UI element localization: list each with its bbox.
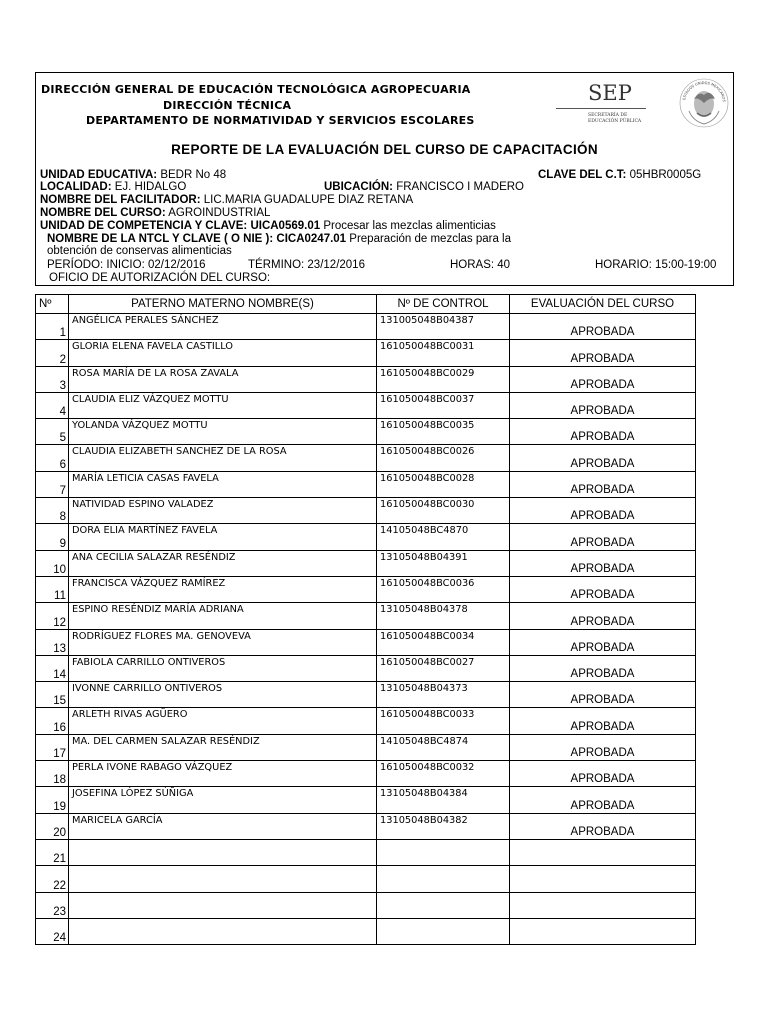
evaluation-result [510, 839, 696, 865]
evaluation-result: APROBADA [510, 603, 696, 629]
student-name [69, 839, 377, 865]
row-number: 5 [36, 419, 69, 445]
header-line-1: DIRECCIÓN GENERAL DE EDUCACIÓN TECNOLÓGICA AGROPECUARIA [41, 83, 471, 96]
row-number: 7 [36, 471, 69, 497]
student-name: ANA CECILIA SALAZAR RESÉNDIZ [69, 550, 377, 576]
control-number: 13105048B04391 [377, 550, 510, 576]
control-number: 161050048BC0032 [377, 761, 510, 787]
student-name: MA. DEL CARMEN SALAZAR RESÉNDIZ [69, 734, 377, 760]
student-name: MARICELA GARCÍA [69, 813, 377, 839]
control-number: 161050048BC0035 [377, 419, 510, 445]
control-number: 14105048BC4870 [377, 524, 510, 550]
facilitador: NOMBRE DEL FACILITADOR: LIC.MARIA GUADALUPE DIAZ RETANA [40, 194, 414, 206]
evaluation-result: APROBADA [510, 524, 696, 550]
row-number: 21 [36, 839, 69, 865]
student-name: FABIOLA CARRILLO ONTIVEROS [69, 655, 377, 681]
evaluation-result: APROBADA [510, 787, 696, 813]
header-line-3: DEPARTAMENTO DE NORMATIVIDAD Y SERVICIOS ESCOLARES [86, 114, 475, 127]
table-row [36, 392, 696, 418]
evaluation-result [510, 866, 696, 892]
row-number: 20 [36, 813, 69, 839]
student-name: PERLA IVONE RABAGO VÁZQUEZ [69, 761, 377, 787]
evaluation-result: APROBADA [510, 392, 696, 418]
control-number: 161050048BC0037 [377, 392, 510, 418]
evaluation-result: APROBADA [510, 761, 696, 787]
control-number: 13105048B04382 [377, 813, 510, 839]
control-number: 161050048BC0030 [377, 498, 510, 524]
col-control-header: Nº DE CONTROL [377, 295, 510, 314]
student-name: DORA ELIA MARTÍNEZ FAVELA [69, 524, 377, 550]
student-name: CLAUDIA ELIZABETH SANCHEZ DE LA ROSA [69, 445, 377, 471]
student-name: MARÍA LETICIA CASAS FAVELA [69, 471, 377, 497]
evaluation-result: APROBADA [510, 629, 696, 655]
table-row [36, 314, 696, 340]
table-row [36, 708, 696, 734]
col-name-header: PATERNO MATERNO NOMBRE(S) [69, 295, 377, 314]
oficio-autorizacion: OFICIO DE AUTORIZACIÓN DEL CURSO: [49, 272, 271, 284]
control-number: 161050048BC0034 [377, 629, 510, 655]
table-row [36, 629, 696, 655]
control-number [377, 866, 510, 892]
seal-text: ESTADOS UNIDOS MEXICANOS [682, 80, 726, 103]
control-number: 161050048BC0033 [377, 708, 510, 734]
student-name [69, 866, 377, 892]
localidad: LOCALIDAD: EJ. HIDALGO [40, 181, 187, 193]
control-number: 161050048BC0029 [377, 366, 510, 392]
student-name: RODRÍGUEZ FLORES MA. GENOVEVA [69, 629, 377, 655]
table-row [36, 471, 696, 497]
student-name: IVONNE CARRILLO ONTIVEROS [69, 682, 377, 708]
control-number: 161050048BC0028 [377, 471, 510, 497]
row-number: 24 [36, 918, 69, 944]
evaluation-result: APROBADA [510, 708, 696, 734]
student-name: CLAUDIA ELIZ VÁZQUEZ MOTTU [69, 392, 377, 418]
table-row [36, 787, 696, 813]
nombre-curso: NOMBRE DEL CURSO: AGROINDUSTRIAL [40, 207, 271, 219]
student-name: ARLETH RIVAS AGÜERO [69, 708, 377, 734]
row-number: 14 [36, 655, 69, 681]
row-number: 2 [36, 340, 69, 366]
table-row [36, 366, 696, 392]
horas: HORAS: 40 [450, 259, 511, 271]
table-row [36, 603, 696, 629]
evaluation-table [35, 294, 696, 945]
control-number [377, 839, 510, 865]
report-header [35, 72, 734, 286]
table-row [36, 866, 696, 892]
table-row [36, 524, 696, 550]
table-row [36, 340, 696, 366]
sep-logo-rule [556, 108, 646, 109]
control-number: 161050048BC0036 [377, 576, 510, 602]
row-number: 17 [36, 734, 69, 760]
table-row [36, 419, 696, 445]
row-number: 13 [36, 629, 69, 655]
evaluation-result: APROBADA [510, 366, 696, 392]
evaluation-result [510, 918, 696, 944]
control-number: 13105048B04378 [377, 603, 510, 629]
row-number: 12 [36, 603, 69, 629]
student-name [69, 892, 377, 918]
row-number: 23 [36, 892, 69, 918]
row-number: 8 [36, 498, 69, 524]
row-number: 4 [36, 392, 69, 418]
control-number: 161050048BC0027 [377, 655, 510, 681]
student-name [69, 918, 377, 944]
evaluation-result: APROBADA [510, 314, 696, 340]
student-name: YOLANDA VÁZQUEZ MOTTU [69, 419, 377, 445]
evaluation-result: APROBADA [510, 471, 696, 497]
evaluation-result [510, 892, 696, 918]
sep-logo-text: SEP [588, 81, 632, 105]
table-row [36, 918, 696, 944]
table-row [36, 498, 696, 524]
table-header-row [36, 295, 696, 314]
evaluation-result: APROBADA [510, 550, 696, 576]
header-line-2: DIRECCIÓN TÉCNICA [163, 99, 292, 112]
row-number: 19 [36, 787, 69, 813]
evaluation-result: APROBADA [510, 655, 696, 681]
unidad-competencia: UNIDAD DE COMPETENCIA Y CLAVE: UICA0569.01 Procesar las mezclas alimenticias [40, 220, 496, 232]
ubicacion: UBICACIÓN: FRANCISCO I MADERO [324, 181, 524, 193]
mexico-seal [677, 73, 731, 129]
table-row [36, 892, 696, 918]
row-number: 18 [36, 761, 69, 787]
evaluation-result: APROBADA [510, 419, 696, 445]
table-row [36, 655, 696, 681]
student-name: GLORIA ELENA FAVELA CASTILLO [69, 340, 377, 366]
report-title: REPORTE DE LA EVALUACIÓN DEL CURSO DE CAPACITACIÓN [171, 142, 598, 157]
row-number: 3 [36, 366, 69, 392]
periodo-termino: TÉRMINO: 23/12/2016 [248, 259, 365, 271]
evaluation-result: APROBADA [510, 813, 696, 839]
row-number: 6 [36, 445, 69, 471]
sep-logo [556, 81, 651, 131]
ntcl: NOMBRE DE LA NTCL Y CLAVE ( O NIE ): CICA0247.01 Preparación de mezclas para la [47, 233, 512, 245]
row-number: 15 [36, 682, 69, 708]
evaluation-result: APROBADA [510, 734, 696, 760]
table-row [36, 734, 696, 760]
row-number: 10 [36, 550, 69, 576]
control-number: 14105048BC4874 [377, 734, 510, 760]
control-number: 13105048B04384 [377, 787, 510, 813]
evaluation-result: APROBADA [510, 576, 696, 602]
sep-logo-sub2: EDUCACIÓN PÚBLICA [588, 119, 642, 124]
row-number: 9 [36, 524, 69, 550]
student-name: ROSA MARÍA DE LA ROSA ZAVALA [69, 366, 377, 392]
student-name: FRANCISCA VÁZQUEZ RAMÍREZ [69, 576, 377, 602]
control-number: 161050048BC0026 [377, 445, 510, 471]
col-number-header: Nº [36, 295, 69, 314]
evaluation-result: APROBADA [510, 498, 696, 524]
table-row [36, 576, 696, 602]
control-number: 13105048B04373 [377, 682, 510, 708]
table-row [36, 813, 696, 839]
table-row [36, 445, 696, 471]
table-row [36, 839, 696, 865]
evaluation-result: APROBADA [510, 445, 696, 471]
seal-icon [677, 73, 731, 129]
row-number: 22 [36, 866, 69, 892]
control-number: 131005048B04387 [377, 314, 510, 340]
row-number: 1 [36, 314, 69, 340]
student-name: NATIVIDAD ESPINO VALADEZ [69, 498, 377, 524]
clave-ct: CLAVE DEL C.T: 05HBR0005G [538, 169, 702, 181]
control-number [377, 892, 510, 918]
table-row [36, 761, 696, 787]
evaluation-result: APROBADA [510, 340, 696, 366]
row-number: 11 [36, 576, 69, 602]
student-name: ANGÉLICA PERALES SÁNCHEZ [69, 314, 377, 340]
student-name: JOSEFINA LÓPEZ SÚÑIGA [69, 787, 377, 813]
unidad-educativa: UNIDAD EDUCATIVA: BEDR No 48 [40, 169, 227, 181]
control-number [377, 918, 510, 944]
evaluation-result: APROBADA [510, 682, 696, 708]
row-number: 16 [36, 708, 69, 734]
table-row [36, 550, 696, 576]
ntcl-continued: obtención de conservas alimenticias [47, 245, 232, 257]
horario: HORARIO: 15:00-19:00 [595, 259, 717, 271]
student-name: ESPINO RESÉNDIZ MARÍA ADRIANA [69, 603, 377, 629]
table-row [36, 682, 696, 708]
periodo-inicio: PERÍODO: INICIO: 02/12/2016 [47, 259, 206, 271]
control-number: 161050048BC0031 [377, 340, 510, 366]
sep-logo-sub1: SECRETARÍA DE [588, 113, 628, 118]
col-eval-header: EVALUACIÓN DEL CURSO [510, 295, 696, 314]
